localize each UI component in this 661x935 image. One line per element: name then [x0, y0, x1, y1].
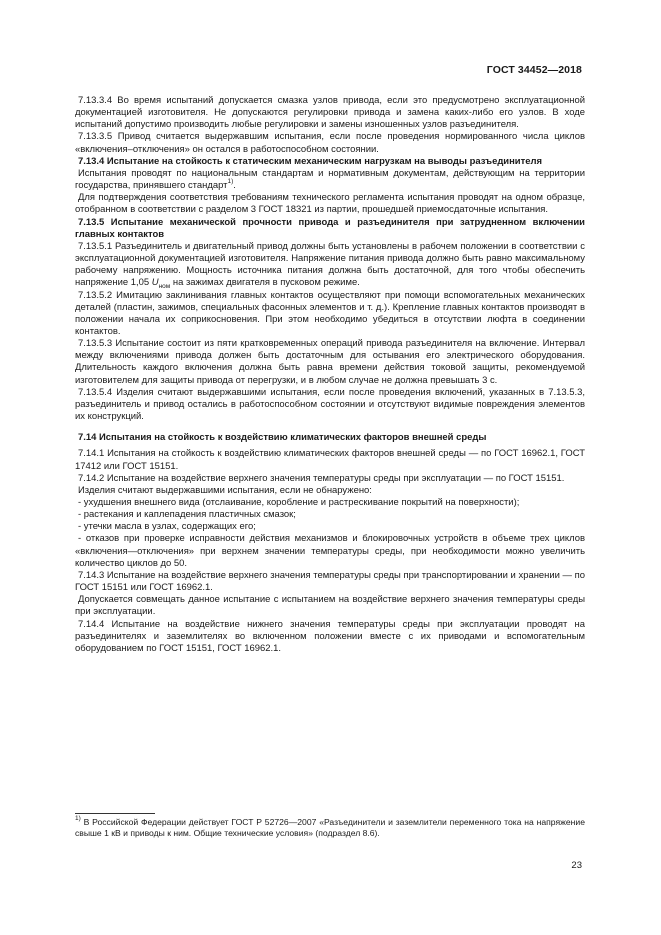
paragraph [75, 241, 585, 290]
footnote-ref: 1) [227, 177, 234, 185]
paragraph: 7.13.5.4 Изделия считают выдержавшими испытания, если после проведения включений, указанных в 7.13.5.3, разъединитель и привод остались в работоспособном состоянии и отсутствуют видимые повреждения элементов их конструкций. [75, 386, 585, 423]
paragraph: Для подтверждения соответствия требованиям технического регламента испытания проводят на одном образце, отобранном в соответствии с разделом 3 ГОСТ 18321 из партии, прошедшей приемосдаточные испытания. [75, 192, 585, 216]
body-text [75, 95, 585, 655]
voltage-symbol: U [151, 277, 159, 289]
footnote [75, 817, 585, 839]
document-id-header: ГОСТ 34452—2018 [486, 64, 582, 76]
paragraph: 7.14.2 Испытание на воздействие верхнего значения температуры среды при эксплуатации — по ГОСТ 15151. [78, 472, 565, 484]
paragraph-text: 7.13.5.1 Разъединитель и двигательный привод должны быть установлены в рабочем положении в соответствии с эксплуатационной документацией изготовителя. Напряжение питания привода должно быть равно максимальному рабочему напряжению. Мощность источника питания должна быть достаточной, для того чтобы обеспечить напряжение 1,05 [75, 240, 585, 289]
list-item: - ухудшения внешнего вида (отслаивание, коробление и растрескивание покрытий на поверхности); [78, 497, 520, 508]
paragraph: 7.13.5.2 Имитацию заклинивания главных контактов осуществляют при помощи вспомогательных механических деталей (пластин, зажимов, специальных фасонных элементов и т. д.). Крепление главных контактов производят в положении начала их соприкосновения. При этом необходимо убедиться в отсутствии люфта в соединении контактов. [75, 289, 585, 337]
paragraph: Изделия считают выдержавшими испытания, если не обнаружено: [78, 484, 372, 496]
paragraph [75, 168, 585, 192]
paragraph: 7.13.3.5 Привод считается выдержавшим испытания, если после проведения нормированного числа циклов «включения–отключения» он остался в работоспособном состоянии. [75, 131, 585, 155]
list-item: - отказов при проверке исправности действия механизмов и блокировочных устройств в объеме трех циклов «включения—отключения» при верхнем значении температуры среды, при необходимости можно увеличить количество циклов до 50. [75, 533, 585, 569]
footnote-text: В Российской Федерации действует ГОСТ Р 52726—2007 «Разъединители и заземлители переменного тока на напряжение свыше 1 кВ и приводы к ним. Общие технические условия» (подраздел 8.6). [75, 817, 585, 838]
paragraph-text: на зажимах двигателя в пусковом режиме. [170, 277, 360, 289]
paragraph: 7.13.5.3 Испытание состоит из пяти кратковременных операций привода разъединителя на включение. Интервал между включениями привода должен быть достаточным для остывания его электрического оборудования. Длительность каждого включения должна быть равна времени действия токовой защиты, рекомендуемой изготовителем для защиты привода от перегрузки, и в любом случае не должна превышать 3 с. [75, 338, 585, 386]
paragraph: Допускается совмещать данное испытание с испытанием на воздействие верхнего значения температуры среды при эксплуатации. [75, 594, 585, 618]
paragraph: 7.14.1 Испытания на стойкость к воздействию климатических факторов внешней среды — по ГОСТ 16962.1, ГОСТ 17412 или ГОСТ 15151. [75, 448, 585, 472]
voltage-subscript: ном [158, 283, 171, 291]
section-heading: 7.13.4 Испытание на стойкость к статическим механическим нагрузкам на выводы разъединителя [78, 155, 542, 167]
page-number: 23 [571, 860, 582, 871]
footnote-marker: 1) [75, 815, 81, 823]
paragraph-text: Испытания проводят по национальным стандартам и нормативным документам, действующим на территории государства, принявшего стандарт [75, 167, 585, 192]
list-item: - растекания и каплепадения пластичных смазок; [78, 509, 296, 521]
paragraph-text: . [233, 180, 236, 192]
section-heading: 7.14 Испытания на стойкость к воздействию климатических факторов внешней среды [78, 432, 487, 444]
paragraph: 7.13.3.4 Во время испытаний допускается смазка узлов привода, если это предусмотрено эксплуатационной документацией изготовителя. Не допускаются регулировки привода и замена каких-либо его узлов. В ходе испытаний допустимо производить любые регулировки и замены изношенных узлов разъединителя. [75, 95, 585, 131]
section-heading: 7.13.5 Испытание механической прочности привода и разъединителя при затрудненном включении главных контактов [75, 216, 585, 240]
paragraph: 7.14.3 Испытание на воздействие верхнего значения температуры среды при транспортировании и хранении — по ГОСТ 15151 или ГОСТ 16962.1. [75, 569, 585, 594]
list-item: - утечки масла в узлах, содержащих его; [78, 521, 256, 533]
footnote-divider [75, 813, 155, 814]
paragraph: 7.14.4 Испытание на воздействие нижнего значения температуры среды при эксплуатации проводят на разъединителях и заземлителях во включенном положении вместе с их приводами и вспомогательным оборудованием по ГОСТ 15151, ГОСТ 16962.1. [75, 618, 585, 654]
